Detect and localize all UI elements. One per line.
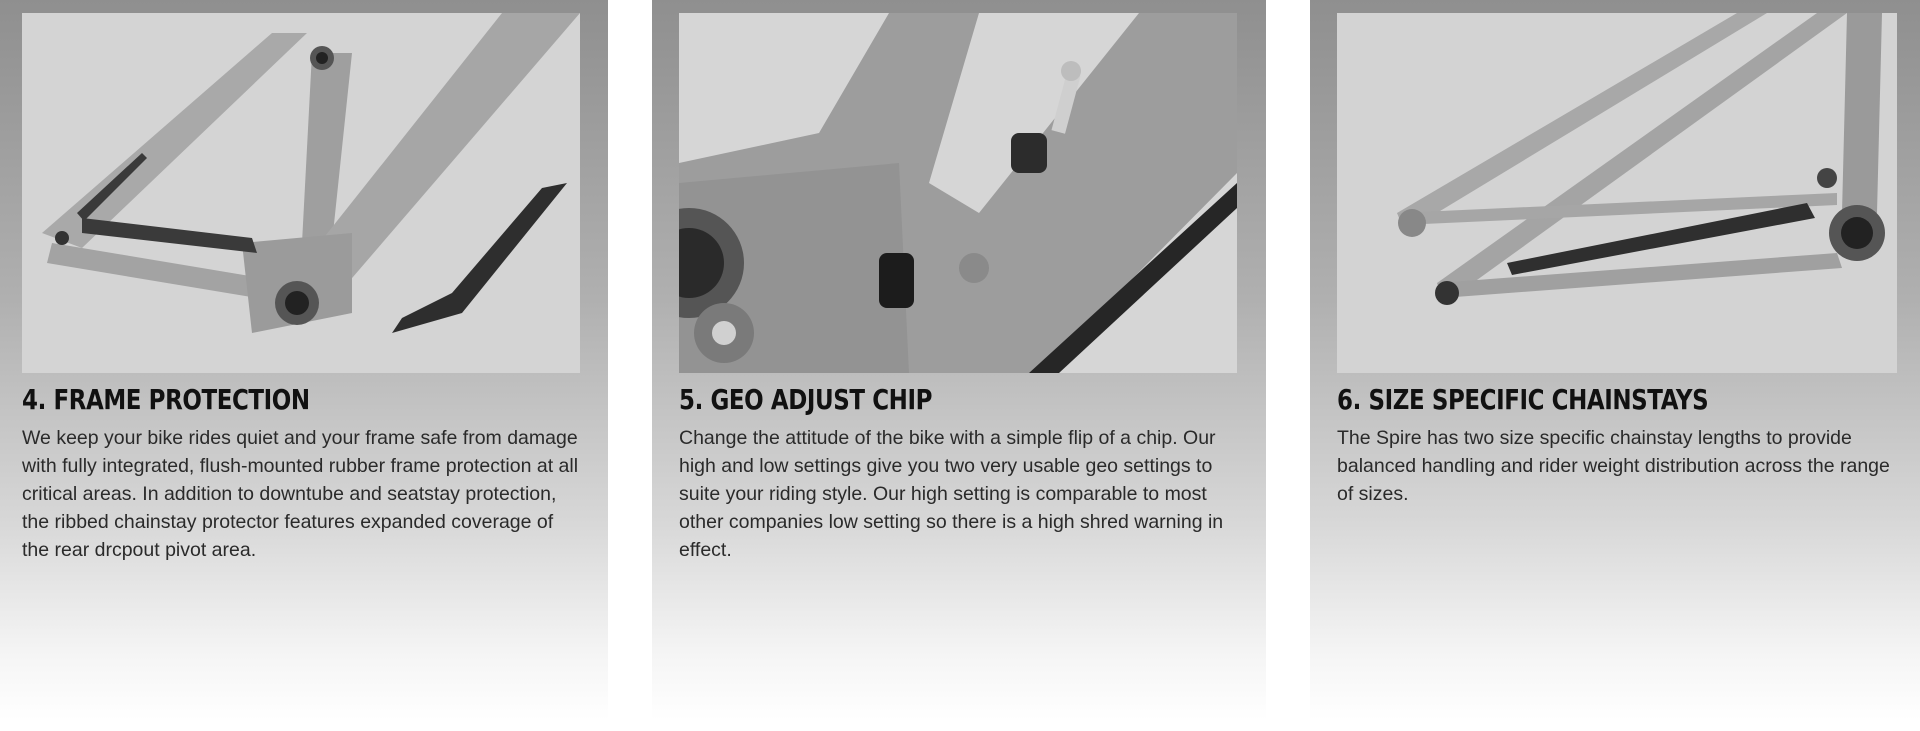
frame-protection-image	[22, 13, 580, 373]
geo-adjust-chip-image	[679, 13, 1237, 373]
size-specific-chainstays-image	[1337, 13, 1897, 373]
feature-title: 4. FRAME PROTECTION	[22, 383, 310, 416]
feature-description: The Spire has two size specific chainstay lengths to provide balanced handling and rider weight distribution across the range of sizes.	[1337, 427, 1890, 505]
feature-title: 5. GEO ADJUST CHIP	[679, 383, 932, 416]
feature-description: We keep your bike rides quiet and your frame safe from damage with fully integrated, flush-mounted rubber frame protection at all critical areas. In addition to downtube and seatstay protection, the ribbed chainstay protector features expanded coverage of the rear drcpout pivot area.	[22, 427, 579, 561]
feature-card-frame-protection	[0, 0, 608, 731]
feature-description: Change the attitude of the bike with a simple flip of a chip. Our high and low settings give you two very usable geo settings to suite your riding style. Our high setting is comparable to most other companies low setting so there is a high shred warning in effect.	[679, 427, 1224, 561]
feature-card-size-specific-chainstays	[1310, 0, 1920, 731]
feature-title: 6. SIZE SPECIFIC CHAINSTAYS	[1337, 383, 1709, 416]
feature-card-geo-adjust-chip	[652, 0, 1266, 731]
